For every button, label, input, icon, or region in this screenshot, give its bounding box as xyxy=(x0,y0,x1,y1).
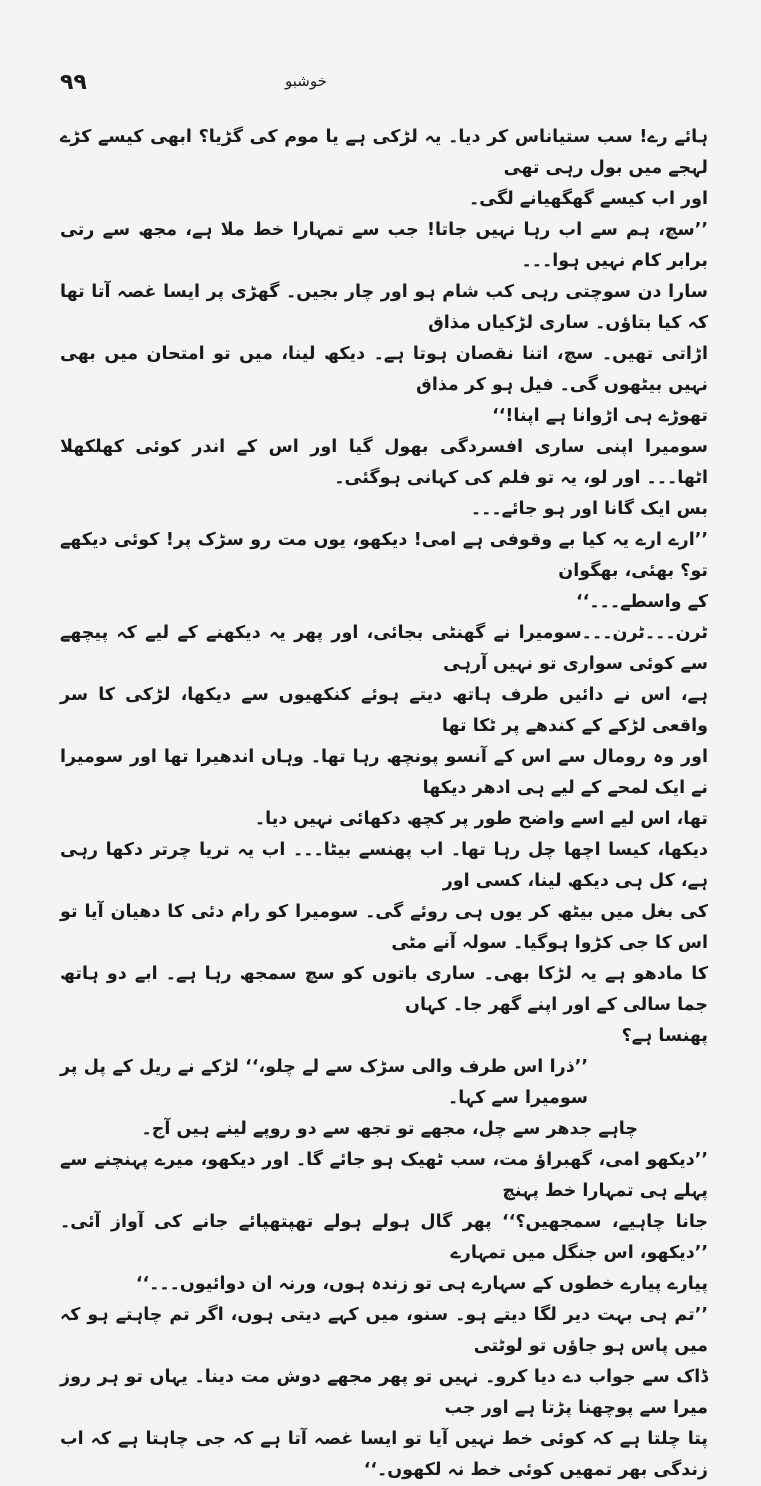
paragraph: ’’تم ہی بہت دیر لگا دیتے ہو۔ سنو، میں کہے دیتی ہوں، اگر تم چاہتے ہو کہ میں پاس ہو جاؤں تو لوٹتی ڈاک سے جواب دے دیا کرو۔ نہیں تو پھر مجھے دوش مت دینا۔ یہاں تو ہر روز میرا سے پوچھنا پڑتا ہے اور جب پتا چلتا ہے کہ کوئی خط نہیں آیا تو ایسا غصہ آتا ہے کہ جی چاہتا ہے کہ اب زندگی بھر تمھیں کوئی خط نہ لکھوں۔‘‘ xyxy=(60,1305,708,1480)
paragraph: سومیرا اپنی ساری افسردگی بھول گیا اور اس کے اندر کوئی کھلکھلا اٹھا۔۔۔ اور لو، یہ تو فلم کی کہانی ہوگئی۔ بس ایک گانا اور ہو جائے۔۔۔ xyxy=(60,437,708,519)
paragraph: ’’ذرا اس طرف والی سڑک سے لے چلو،‘‘ لڑکے نے ریل کے پل پر سومیرا سے کہا۔ xyxy=(60,1057,588,1108)
paragraph: ’’دیکھو امی، گھبراؤ مت، سب ٹھیک ہو جائے گا۔ اور دیکھو، میرے پہنچنے سے پہلے ہی تمہارا خط پہنچ جانا چاہیے، سمجھیں؟‘‘ پھر گال ہولے ہولے تھپتھپائے جانے کی آواز آئی۔ ’’دیکھو، اس جنگل میں تمہارے پیارے پیارے خطوں کے سہارے ہی تو زندہ ہوں، ورنہ ان دوائیوں۔۔۔‘‘ xyxy=(60,1150,708,1294)
paragraph: ’’ارے ارے یہ کیا بے وقوفی ہے امی! دیکھو، یوں مت رو سڑک پر! کوئی دیکھے تو؟ بھئی، بھگوان کے واسطے۔۔۔‘‘ xyxy=(60,530,708,612)
paragraph: دیکھا، کیسا اچھا چل رہا تھا۔ اب پھنسے بیٹا۔۔۔ اب یہ تریا چرتر دکھا رہی ہے، کل ہی دیکھ لینا، کسی اور کی بغل میں بیٹھ کر یوں ہی روئے گی۔ سومیرا کو رام دئی کا دھیان آیا تو اس کا جی کڑوا ہوگیا۔ سولہ آنے مٹی کا مادھو ہے یہ لڑکا بھی۔ ساری باتوں کو سچ سمجھ رہا ہے۔ ابے دو ہاتھ جما سالی کے اور اپنے گھر جا۔ کہاں پھنسا ہے؟ xyxy=(60,840,708,1046)
paragraph: ’’سچ، ہم سے اب رہا نہیں جاتا! جب سے تمہارا خط ملا ہے، مجھ سے رتی برابر کام نہیں ہوا۔۔۔ سارا دن سوچتی رہی کب شام ہو اور چار بجیں۔ گھڑی پر ایسا غصہ آتا تھا کہ کیا بتاؤں۔ ساری لڑکیاں مذاق اڑاتی تھیں۔ سچ، اتنا نقصان ہوتا ہے۔ دیکھ لینا، میں تو امتحان میں بھی نہیں بیٹھوں گی۔ فیل ہو کر مذاق تھوڑے ہی اڑوانا ہے اپنا!‘‘ xyxy=(60,220,708,426)
paragraph: چاہے جدھر سے چل، مجھے تو تجھ سے دو روپے لینے ہیں آج۔ xyxy=(141,1119,638,1139)
paragraph: ٹرن۔۔۔ٹرن۔۔۔سومیرا نے گھنٹی بجائی، اور پھر یہ دیکھنے کے لیے کہ پیچھے سے کوئی سواری تو نہیں آرہی ہے، اس نے دائیں طرف ہاتھ دیتے ہوئے کنکھیوں سے دیکھا، لڑکی کا سر واقعی لڑکے کے کندھے پر ٹکا تھا اور وہ رومال سے اس کے آنسو پونچھ رہا تھا۔ وہاں اندھیرا تھا اور سومیرا نے ایک لمحے کے لیے ہی ادھر دیکھا تھا، اس لیے اسے واضح طور پر کچھ دکھائی نہیں دیا۔ xyxy=(60,623,708,829)
page-header xyxy=(0,70,761,100)
paragraph: ہائے رے! سب ستیاناس کر دیا۔ یہ لڑکی ہے یا موم کی گڑیا؟ ابھی کیسے کڑے لہجے میں بول رہی تھی اور اب کیسے گھگھیانے لگی۔ xyxy=(60,127,708,209)
page-body xyxy=(60,122,708,1486)
page-number: ۹۹ xyxy=(60,70,87,95)
running-title: خوشبو xyxy=(285,72,327,90)
